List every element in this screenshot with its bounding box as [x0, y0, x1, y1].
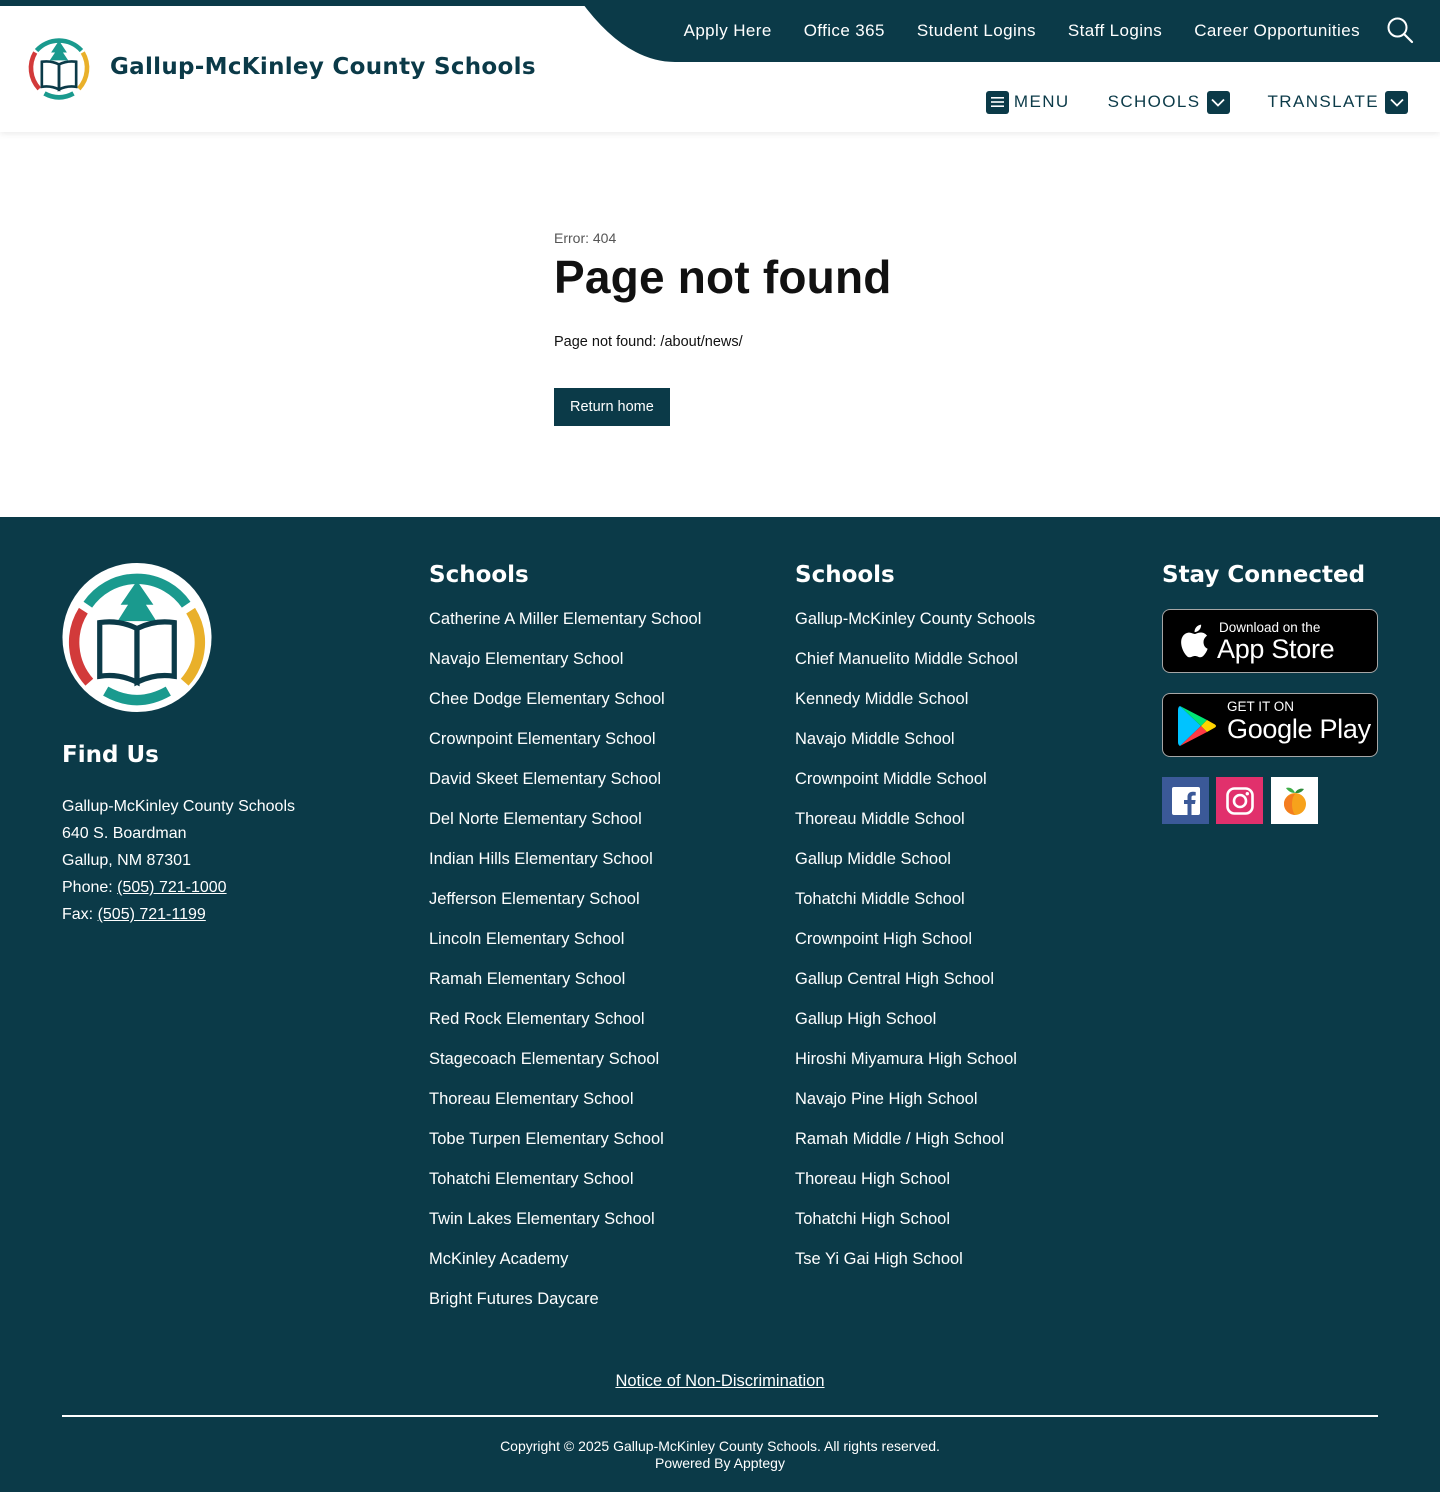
- search-button[interactable]: [1386, 16, 1414, 44]
- translate-label: TRANSLATE: [1267, 92, 1379, 111]
- instagram-icon: [1225, 786, 1255, 816]
- school-link[interactable]: Thoreau High School: [795, 1170, 951, 1188]
- notice-of-non-discrimination: [0, 1372, 1440, 1391]
- school-link[interactable]: Hiroshi Miyamura High School: [795, 1050, 1017, 1068]
- menu-button[interactable]: [986, 91, 1070, 114]
- google-play-badge[interactable]: [1162, 693, 1378, 757]
- school-link[interactable]: Gallup Central High School: [795, 970, 995, 988]
- topbar-link-office-365[interactable]: Office 365: [803, 21, 885, 40]
- phone-label: Phone:: [62, 879, 118, 896]
- list-item: [429, 1129, 701, 1169]
- school-link[interactable]: Crownpoint High School: [795, 930, 973, 948]
- schools-list-1: [429, 609, 701, 1329]
- list-item: [429, 969, 701, 1009]
- school-link[interactable]: Ramah Elementary School: [429, 970, 626, 988]
- error-message: Page not found: /about/news/: [554, 334, 743, 350]
- list-item: [429, 1169, 701, 1209]
- facebook-link[interactable]: [1162, 777, 1209, 824]
- list-item: [795, 609, 1035, 649]
- error-content: [554, 230, 1154, 426]
- fax-line: [62, 901, 295, 928]
- list-item: [795, 1009, 1035, 1049]
- translate-dropdown[interactable]: [1268, 91, 1408, 114]
- schools-dropdown[interactable]: [1108, 91, 1230, 114]
- school-link[interactable]: Catherine A Miller Elementary School: [429, 610, 702, 628]
- school-link[interactable]: Kennedy Middle School: [795, 690, 969, 708]
- phone-line: [62, 874, 295, 901]
- list-item: [429, 1089, 701, 1129]
- list-item: [429, 849, 701, 889]
- school-link[interactable]: David Skeet Elementary School: [429, 770, 662, 788]
- notice-link[interactable]: Notice of Non-Discrimination: [615, 1372, 825, 1390]
- chevron-down-icon: [1385, 91, 1408, 114]
- list-item: [795, 809, 1035, 849]
- schools-list-2: [795, 609, 1035, 1289]
- list-item: [795, 1129, 1035, 1169]
- school-link[interactable]: Jefferson Elementary School: [429, 890, 640, 908]
- list-item: [429, 649, 701, 689]
- school-link[interactable]: Tohatchi High School: [795, 1210, 951, 1228]
- school-link[interactable]: Chee Dodge Elementary School: [429, 690, 665, 708]
- list-item: [795, 729, 1035, 769]
- list-item: [795, 1049, 1035, 1089]
- list-item: [795, 1089, 1035, 1129]
- list-item: [429, 729, 701, 769]
- list-item: [795, 1169, 1035, 1209]
- list-item: [795, 689, 1035, 729]
- address-name: Gallup-McKinley County Schools: [62, 798, 295, 815]
- list-item: [795, 1209, 1035, 1249]
- topbar-link-staff-logins[interactable]: Staff Logins: [1067, 21, 1163, 40]
- site-footer: [0, 517, 1440, 1492]
- address-city: Gallup, NM 87301: [62, 852, 191, 869]
- site-title[interactable]: Gallup-McKinley County Schools: [110, 54, 536, 80]
- school-link[interactable]: Thoreau Middle School: [795, 810, 965, 828]
- menu-label: MENU: [1013, 92, 1070, 111]
- school-link[interactable]: Indian Hills Elementary School: [429, 850, 653, 868]
- school-link[interactable]: Tobe Turpen Elementary School: [429, 1130, 664, 1148]
- address-block: [62, 793, 295, 928]
- list-item: [429, 1249, 701, 1289]
- app-store-small-text: Download on the: [1219, 620, 1321, 635]
- fax-link[interactable]: (505) 721-1199: [97, 906, 206, 923]
- peachjar-icon: [1279, 784, 1311, 818]
- school-link[interactable]: Ramah Middle / High School: [795, 1130, 1005, 1148]
- list-item: [429, 929, 701, 969]
- schools-column-1-title: Schools: [429, 562, 529, 588]
- copyright-block: [0, 1438, 1440, 1472]
- topbar-link-career-opportunities[interactable]: Career Opportunities: [1194, 21, 1360, 40]
- district-logo[interactable]: [26, 32, 92, 106]
- list-item: [795, 969, 1035, 1009]
- error-code: Error: 404: [554, 230, 617, 246]
- list-item: [795, 849, 1035, 889]
- find-us-title: Find Us: [62, 742, 159, 768]
- stay-connected-title: Stay Connected: [1162, 562, 1366, 588]
- return-home-button[interactable]: Return home: [554, 388, 670, 426]
- schools-column-2-title: Schools: [795, 562, 895, 588]
- google-play-icon: [1177, 704, 1217, 748]
- school-link[interactable]: McKinley Academy: [429, 1250, 569, 1268]
- topbar-link-student-logins[interactable]: Student Logins: [916, 21, 1036, 40]
- list-item: [429, 769, 701, 809]
- app-store-badge[interactable]: [1162, 609, 1378, 673]
- school-link[interactable]: Crownpoint Elementary School: [429, 730, 656, 748]
- phone-link[interactable]: (505) 721-1000: [117, 879, 227, 896]
- list-item: [429, 1289, 701, 1329]
- school-link[interactable]: Tse Yi Gai High School: [795, 1250, 963, 1268]
- topbar-link-apply-here[interactable]: Apply Here: [683, 21, 772, 40]
- district-logo-icon: [26, 32, 92, 106]
- district-logo-icon: [62, 560, 212, 715]
- school-link[interactable]: Gallup High School: [795, 1010, 937, 1028]
- topbar-links: [652, 6, 1360, 56]
- instagram-link[interactable]: [1216, 777, 1263, 824]
- chevron-down-icon: [1207, 91, 1230, 114]
- school-link[interactable]: Bright Futures Daycare: [429, 1290, 599, 1308]
- footer-divider: [62, 1415, 1378, 1417]
- list-item: [795, 889, 1035, 929]
- list-item: [429, 609, 701, 649]
- school-link[interactable]: Thoreau Elementary School: [429, 1090, 634, 1108]
- fax-label: Fax:: [62, 906, 98, 923]
- school-link[interactable]: Gallup-McKinley County Schools: [795, 610, 1036, 628]
- list-item: [429, 689, 701, 729]
- school-link[interactable]: Chief Manuelito Middle School: [795, 650, 1018, 668]
- page-title: Page not found: [554, 251, 892, 303]
- list-item: [795, 929, 1035, 969]
- school-link[interactable]: Del Norte Elementary School: [429, 810, 642, 828]
- school-link[interactable]: Stagecoach Elementary School: [429, 1050, 660, 1068]
- list-item: [795, 769, 1035, 809]
- search-icon: [1386, 16, 1414, 44]
- schools-label: SCHOOLS: [1107, 92, 1201, 111]
- school-link[interactable]: Navajo Elementary School: [429, 650, 624, 668]
- school-link[interactable]: Twin Lakes Elementary School: [429, 1210, 655, 1228]
- school-link[interactable]: Tohatchi Elementary School: [429, 1170, 634, 1188]
- list-item: [429, 1009, 701, 1049]
- copyright-text: Copyright © 2025 Gallup-McKinley County Schools. All rights reserved.: [500, 1438, 940, 1454]
- main-nav: [948, 90, 1408, 114]
- school-link[interactable]: Red Rock Elementary School: [429, 1010, 645, 1028]
- facebook-icon: [1171, 786, 1201, 816]
- powered-by-text: Powered By Apptegy: [655, 1455, 785, 1471]
- school-link[interactable]: Tohatchi Middle School: [795, 890, 965, 908]
- apple-icon: [1177, 622, 1209, 660]
- peachjar-link[interactable]: [1271, 777, 1318, 824]
- site-header: [0, 0, 1440, 132]
- google-play-small-text: GET IT ON: [1227, 699, 1295, 714]
- list-item: [429, 1209, 701, 1249]
- list-item: [429, 889, 701, 929]
- app-store-big-text: App Store: [1217, 634, 1335, 664]
- school-link[interactable]: Gallup Middle School: [795, 850, 951, 868]
- list-item: [429, 809, 701, 849]
- list-item: [795, 649, 1035, 689]
- school-link[interactable]: Navajo Middle School: [795, 730, 955, 748]
- hamburger-icon: [986, 91, 1009, 114]
- school-link[interactable]: Navajo Pine High School: [795, 1090, 978, 1108]
- school-link[interactable]: Lincoln Elementary School: [429, 930, 625, 948]
- list-item: [429, 1049, 701, 1089]
- footer-logo[interactable]: [62, 560, 212, 715]
- list-item: [795, 1249, 1035, 1289]
- google-play-big-text: Google Play: [1227, 714, 1371, 744]
- school-link[interactable]: Crownpoint Middle School: [795, 770, 987, 788]
- address-street: 640 S. Boardman: [62, 825, 187, 842]
